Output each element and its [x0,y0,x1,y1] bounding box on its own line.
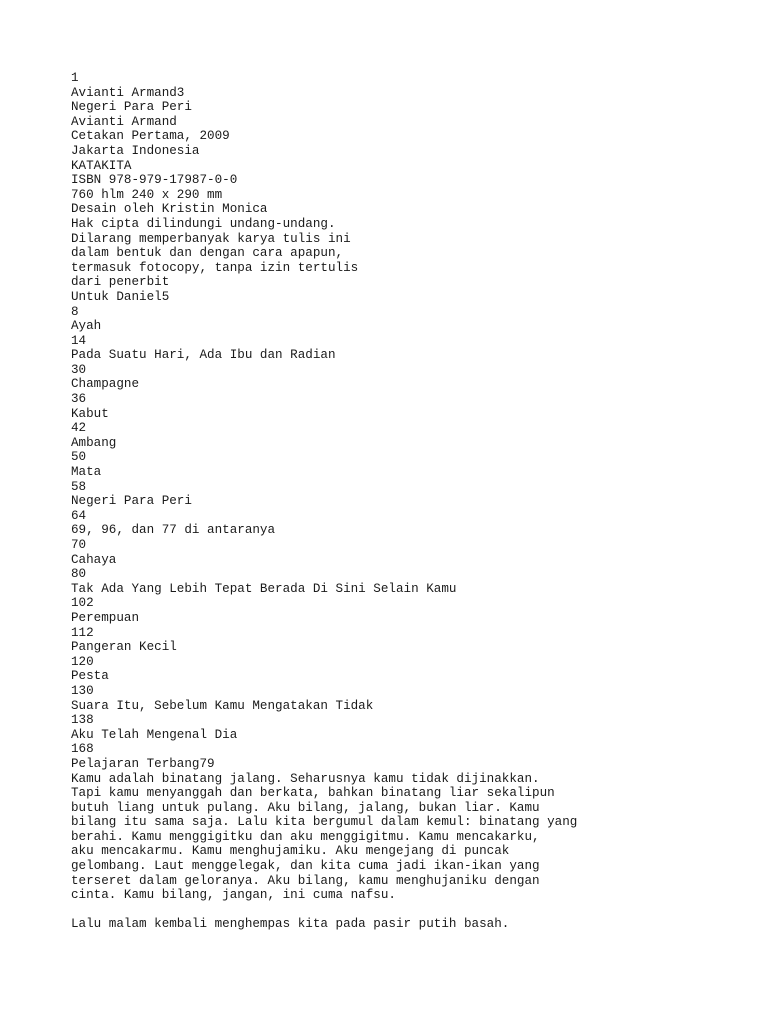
toc-page-number: 138 [71,713,94,728]
copyright-line: Dilarang memperbanyak karya tulis ini [71,231,351,246]
toc-title: Pesta [71,669,109,684]
toc-title: Ayah [71,319,102,334]
toc-title: Perempuan [71,610,140,625]
body-text-line: Kamu adalah binatang jalang. Seharusnya kamu tidak dijinakkan. [71,771,540,786]
toc-page-number: 168 [71,742,94,757]
toc-title: Pada Suatu Hari, Ada Ibu dan Radian [71,348,336,363]
copyright-line: Hak cipta dilindungi undang-undang. [71,216,336,231]
body-text-line: aku mencakarmu. Kamu menghujamiku. Aku mengejang di puncak [71,844,510,859]
toc-page-number: 8 [71,304,79,319]
toc-page-number: 42 [71,421,87,436]
copyright-line: dari penerbit [71,275,170,290]
toc-title: Kabut [71,406,109,421]
body-text-line: terseret dalam geloranya. Aku bilang, kamu menghujaniku dengan [71,873,540,888]
publisher-line: KATAKITA [71,158,132,173]
toc-page-number: 50 [71,450,87,465]
isbn-line: ISBN 978-979-17987-0-0 [71,173,238,188]
body-text-line: Lalu malam kembali menghempas kita pada pasir putih basah. [71,917,510,932]
body-text-line: bilang itu sama saja. Lalu kita bergumul dalam kemul: binatang yang [71,815,578,830]
toc-page-number: 120 [71,654,94,669]
toc-title: Pangeran Kecil [71,640,177,655]
toc-page-number: 80 [71,567,87,582]
toc-page-number: 70 [71,538,87,552]
body-text-line: butuh liang untuk pulang. Aku bilang, jalang, bukan liar. Kamu [71,800,540,815]
dimensions-line: 760 hlm 240 x 290 mm [71,187,223,202]
toc-page-number: 58 [71,479,87,494]
toc-title: Mata [71,465,102,480]
toc-title: Cahaya [71,552,117,567]
copyright-line: termasuk fotocopy, tanpa izin tertulis [71,260,359,275]
dedication-line: Untuk Daniel5 [71,289,170,304]
toc-page-number: 64 [71,508,87,523]
toc-page-number: 36 [71,392,87,407]
book-title-line: Negeri Para Peri [71,100,192,115]
design-credit-line: Desain oleh Kristin Monica [71,202,268,217]
toc-page-number: 30 [71,362,87,377]
author-name-line: Avianti Armand [71,114,177,129]
body-text-line: berahi. Kamu menggigitku dan aku menggigitmu. Kamu mencakarku, [71,829,540,844]
toc-page-number: 102 [71,596,94,611]
toc-page-number: 130 [71,683,94,698]
toc-title: Ambang [71,435,117,450]
toc-page-number: 14 [71,333,87,348]
document-page [71,71,751,932]
toc-page-number: 112 [71,625,94,640]
toc-title: Aku Telah Mengenal Dia [71,727,238,742]
edition-line: Cetakan Pertama, 2009 [71,129,230,144]
toc-title: Negeri Para Peri [71,494,192,509]
toc-title: 69, 96, dan 77 di antaranya [71,523,276,538]
body-text-line: cinta. Kamu bilang, jangan, ini cuma nafsu. [71,888,396,903]
toc-title: Pelajaran Terbang79 [71,756,215,771]
copyright-line: dalam bentuk dan dengan cara apapun, [71,246,344,261]
page-number-line: 1 [71,71,79,85]
paragraph-spacer [71,903,751,918]
location-line: Jakarta Indonesia [71,143,200,158]
body-text-line: Tapi kamu menyanggah dan berkata, bahkan binatang liar sekalipun [71,786,555,801]
toc-title: Suara Itu, Sebelum Kamu Mengatakan Tidak [71,698,374,713]
toc-title: Tak Ada Yang Lebih Tepat Berada Di Sini Selain Kamu [71,581,457,596]
body-text-line: gelombang. Laut menggelegak, dan kita cuma jadi ikan-ikan yang [71,859,540,874]
author-line: Avianti Armand3 [71,85,185,100]
toc-title: Champagne [71,377,140,392]
